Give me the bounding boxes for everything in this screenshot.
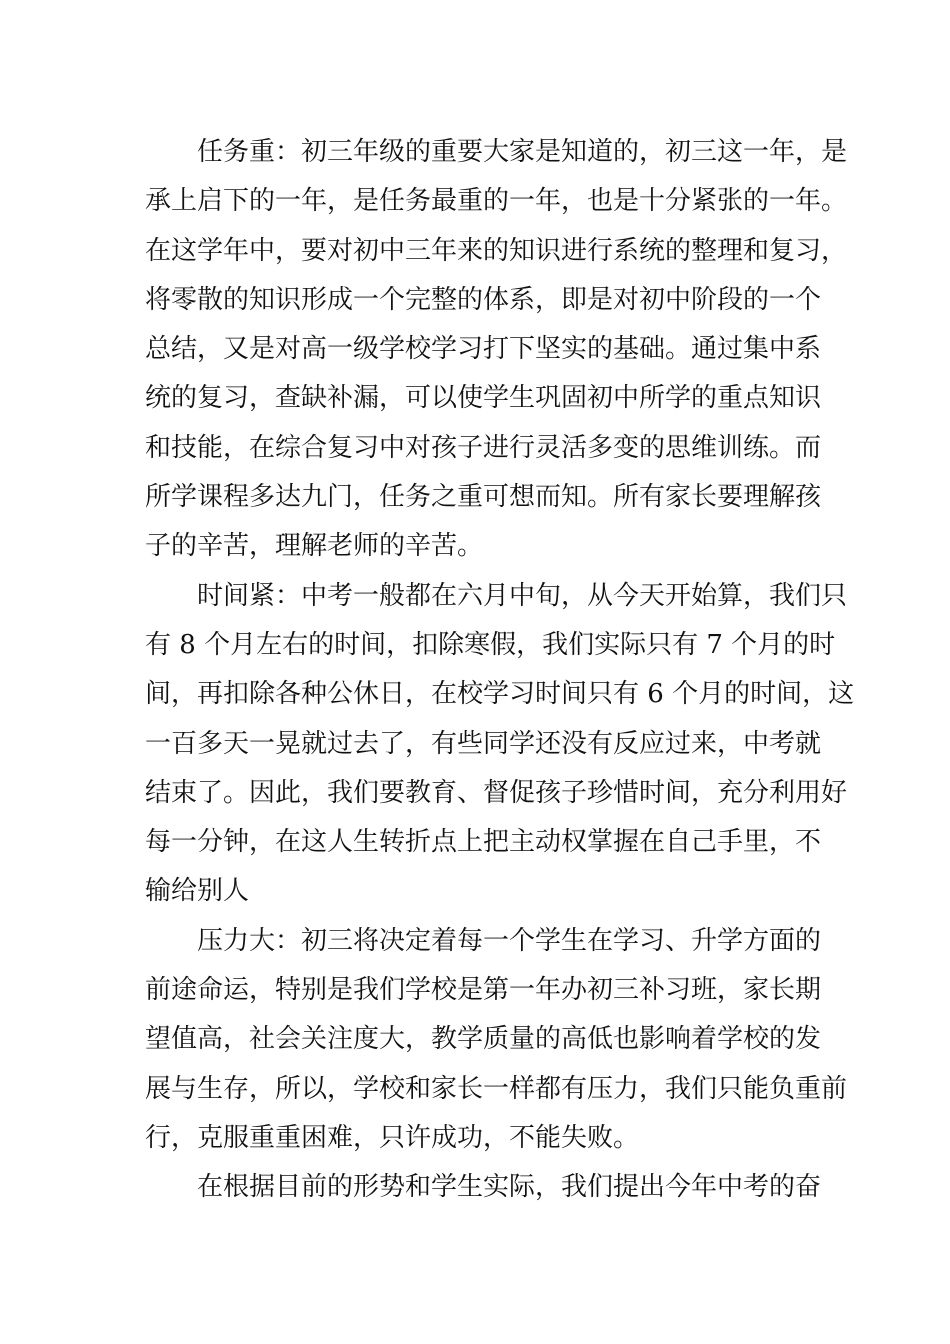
text-line: 望值高，社会关注度大，教学质量的高低也影响着学校的发 — [145, 1024, 822, 1055]
text-line: 总结，又是对高一级学校学习打下坚实的基础。通过集中系 — [145, 334, 822, 365]
text-line: 压力大：初三将决定着每一个学生在学习、升学方面的 — [197, 925, 822, 956]
text-line: 将零散的知识形成一个完整的体系，即是对初中阶段的一个 — [145, 284, 822, 315]
paragraph-time-tight — [145, 572, 855, 917]
text-line: 前途命运，特别是我们学校是第一年办初三补习班，家长期 — [145, 975, 822, 1006]
paragraph-goals-intro — [145, 1163, 822, 1212]
text-line: 在这学年中，要对初中三年来的知识进行系统的整理和复习， — [145, 235, 848, 266]
text-line: 在根据目前的形势和学生实际，我们提出今年中考的奋 — [197, 1172, 822, 1203]
document-body — [145, 128, 855, 1213]
text-line: 间，再扣除各种公休日，在校学习时间只有 6 个月的时间，这 — [145, 679, 855, 710]
text-line: 任务重：初三年级的重要大家是知道的，初三这一年，是 — [197, 137, 848, 167]
paragraph-task-heavy — [145, 128, 848, 572]
text-line: 结束了。因此，我们要教育、督促孩子珍惜时间，充分利用好 — [145, 777, 848, 808]
text-line: 子的辛苦，理解老师的辛苦。 — [145, 531, 484, 562]
text-line: 展与生存，所以，学校和家长一样都有压力，我们只能负重前 — [145, 1073, 848, 1104]
text-line: 和技能，在综合复习中对孩子进行灵活多变的思维训练。而 — [145, 432, 822, 463]
paragraph-pressure-high — [145, 917, 848, 1163]
text-line: 一百多天一晃就过去了，有些同学还没有反应过来，中考就 — [145, 728, 822, 759]
text-line: 行，克服重重困难，只许成功，不能失败。 — [145, 1122, 640, 1153]
text-line: 承上启下的一年，是任务最重的一年，也是十分紧张的一年。 — [145, 186, 848, 217]
text-line: 时间紧：中考一般都在六月中旬，从今天开始算，我们只 — [197, 580, 848, 611]
text-line: 有 8 个月左右的时间，扣除寒假，我们实际只有 7 个月的时 — [145, 629, 836, 660]
text-line: 输给别人 — [145, 876, 250, 907]
text-line: 所学课程多达九门，任务之重可想而知。所有家长要理解孩 — [145, 482, 822, 513]
text-line: 每一分钟，在这人生转折点上把主动权掌握在自己手里，不 — [145, 827, 822, 858]
text-line: 统的复习，查缺补漏，可以使学生巩固初中所学的重点知识 — [145, 383, 822, 414]
